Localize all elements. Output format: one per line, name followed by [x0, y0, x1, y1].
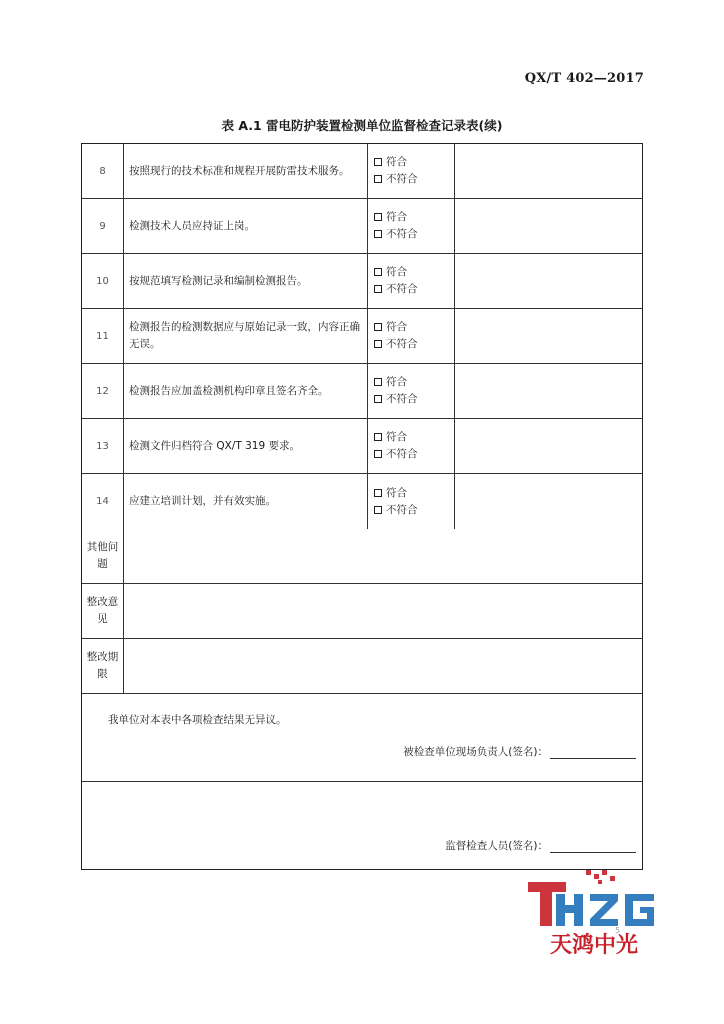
row-label: 整改意见 — [82, 584, 124, 638]
site-manager-signature-block — [82, 694, 642, 782]
logo-chinese-text: 天鸿中光 — [549, 933, 639, 956]
check-options — [368, 419, 455, 473]
table-row — [82, 309, 642, 364]
item-text: 按规范填写检测记录和编制检测报告。 — [124, 254, 368, 308]
conform-option[interactable] — [374, 154, 407, 171]
conform-label: 符合 — [386, 486, 407, 499]
other-issues-row — [82, 529, 642, 584]
page-number: 5 — [615, 926, 621, 935]
item-number: 11 — [82, 309, 124, 363]
remarks-field[interactable] — [455, 474, 642, 529]
conform-label: 符合 — [386, 431, 407, 443]
item-number: 10 — [82, 254, 124, 308]
table-row — [82, 419, 642, 474]
conform-label: 符合 — [386, 321, 407, 333]
check-options — [368, 474, 455, 529]
site-manager-signature-label: 被检查单位现场负责人(签名)： — [403, 746, 548, 758]
conform-option[interactable] — [374, 209, 407, 226]
conform-label: 符合 — [386, 376, 407, 388]
checkbox-icon[interactable] — [374, 450, 382, 458]
checkbox-icon[interactable] — [374, 433, 382, 441]
nonconform-option[interactable] — [374, 226, 418, 243]
remarks-field[interactable] — [455, 199, 642, 253]
site-manager-signature — [403, 744, 636, 759]
nonconform-label: 不符合 — [386, 228, 418, 240]
item-number: 8 — [82, 144, 124, 198]
check-options — [368, 309, 455, 363]
conform-label: 符合 — [386, 266, 407, 278]
remarks-field[interactable] — [455, 364, 642, 418]
checkbox-icon[interactable] — [374, 506, 382, 514]
nonconform-label: 不符合 — [386, 393, 418, 405]
checkbox-icon[interactable] — [374, 175, 382, 183]
checkbox-icon[interactable] — [374, 158, 382, 166]
row-label: 整改期限 — [82, 639, 124, 693]
item-number: 14 — [82, 474, 124, 529]
checkbox-icon[interactable] — [374, 323, 382, 331]
inspector-signature — [445, 838, 636, 853]
item-text: 检测文件归档符合 QX/T 319 要求。 — [124, 419, 368, 473]
standard-code: QX/T 402—2017 — [524, 71, 644, 86]
rectification-opinion-row — [82, 584, 642, 639]
nonconform-label: 不符合 — [386, 173, 418, 185]
table-title: 表 A.1 雷电防护装置检测单位监督检查记录表(续) — [221, 118, 503, 133]
item-text: 检测报告的检测数据应与原始记录一致，内容正确无误。 — [124, 309, 368, 363]
nonconform-label: 不符合 — [386, 338, 418, 350]
item-text: 检测报告应加盖检测机构印章且签名齐全。 — [124, 364, 368, 418]
nonconform-option[interactable] — [374, 391, 418, 408]
inspector-signature-line[interactable] — [550, 840, 636, 853]
nonconform-option[interactable] — [374, 502, 418, 519]
remarks-field[interactable] — [455, 309, 642, 363]
rectification-deadline-field[interactable] — [124, 639, 642, 693]
inspector-signature-label: 监督检查人员(签名)： — [445, 840, 548, 852]
remarks-field[interactable] — [455, 144, 642, 198]
check-options — [368, 144, 455, 198]
nonconform-option[interactable] — [374, 281, 418, 298]
remarks-field[interactable] — [455, 254, 642, 308]
table-row — [82, 364, 642, 419]
check-options — [368, 199, 455, 253]
checkbox-icon[interactable] — [374, 378, 382, 386]
nonconform-label: 不符合 — [386, 283, 418, 295]
rectification-opinion-field[interactable] — [124, 584, 642, 638]
checkbox-icon[interactable] — [374, 285, 382, 293]
checkbox-icon[interactable] — [374, 268, 382, 276]
nonconform-option[interactable] — [374, 446, 418, 463]
rectification-deadline-row — [82, 639, 642, 694]
conform-label: 符合 — [386, 156, 407, 168]
check-options — [368, 254, 455, 308]
conform-label: 符合 — [386, 211, 407, 223]
nonconform-option[interactable] — [374, 171, 418, 188]
item-text: 检测技术人员应持证上岗。 — [124, 199, 368, 253]
conform-option[interactable] — [374, 429, 407, 446]
table-row — [82, 199, 642, 254]
acknowledgement-text: 我单位对本表中各项检查结果无异议。 — [108, 714, 287, 726]
row-label: 其他问题 — [82, 529, 124, 583]
conform-option[interactable] — [374, 374, 407, 391]
nonconform-label: 不符合 — [386, 448, 418, 460]
item-text: 按照现行的技术标准和规程开展防雷技术服务。 — [124, 144, 368, 198]
nonconform-option[interactable] — [374, 336, 418, 353]
table-row — [82, 474, 642, 529]
checkbox-icon[interactable] — [374, 230, 382, 238]
item-number: 9 — [82, 199, 124, 253]
conform-option[interactable] — [374, 264, 407, 281]
thzg-logo-watermark — [526, 868, 668, 956]
checkbox-icon[interactable] — [374, 340, 382, 348]
item-number: 12 — [82, 364, 124, 418]
inspector-signature-block — [82, 782, 642, 869]
site-manager-signature-line[interactable] — [550, 746, 636, 759]
nonconform-label: 不符合 — [386, 503, 418, 516]
checkbox-icon[interactable] — [374, 395, 382, 403]
table-row — [82, 254, 642, 309]
inspection-form-table — [81, 143, 643, 870]
item-text: 应建立培训计划，并有效实施。 — [124, 474, 368, 529]
remarks-field[interactable] — [455, 419, 642, 473]
conform-option[interactable] — [374, 319, 407, 336]
other-issues-field[interactable] — [124, 529, 642, 583]
checkbox-icon[interactable] — [374, 489, 382, 497]
table-row — [82, 144, 642, 199]
checkbox-icon[interactable] — [374, 213, 382, 221]
check-options — [368, 364, 455, 418]
item-number: 13 — [82, 419, 124, 473]
conform-option[interactable] — [374, 485, 407, 502]
